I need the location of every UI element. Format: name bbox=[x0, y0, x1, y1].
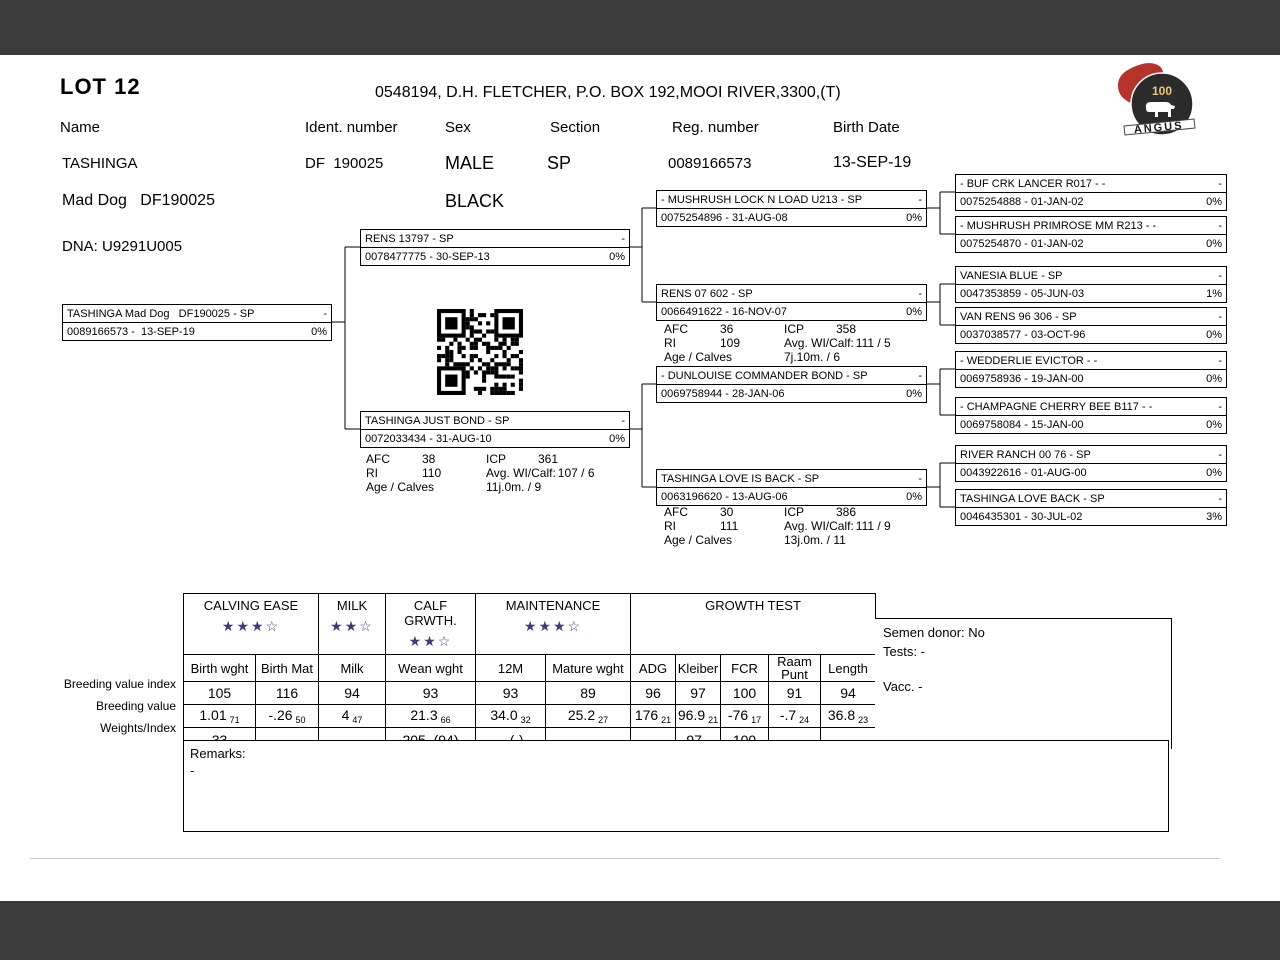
pedigree-pct: 0% bbox=[906, 387, 922, 400]
column-header: Milk bbox=[319, 655, 386, 682]
wi-label: Avg. WI/Calf: bbox=[784, 336, 854, 350]
pedigree-reg: 0066491622 - 16-NOV-07 bbox=[661, 305, 787, 318]
pedigree-dash: - bbox=[1218, 354, 1222, 367]
pedigree-name: - BUF CRK LANCER R017 - - bbox=[960, 177, 1106, 190]
column-header: Birth Mat bbox=[256, 655, 319, 682]
animal-sex: MALE bbox=[445, 153, 495, 173]
icp-value: 358 bbox=[836, 322, 857, 336]
column-header: Raam Punt bbox=[769, 655, 821, 682]
animal-ident: DF 190025 bbox=[305, 155, 384, 172]
pedigree-pct: 0% bbox=[1206, 328, 1222, 341]
group-header-row bbox=[184, 594, 876, 655]
pedigree-pct: 0% bbox=[311, 325, 327, 338]
table-cell: 100 bbox=[721, 682, 769, 705]
column-header: Wean wght bbox=[386, 655, 476, 682]
pedigree-reg: 0069758084 - 15-JAN-00 bbox=[960, 418, 1084, 431]
icp-value: 361 bbox=[538, 452, 559, 466]
pedigree-dash: - bbox=[1218, 448, 1222, 461]
pedigree-gp3 bbox=[656, 366, 927, 403]
ri-label: RI bbox=[664, 336, 676, 350]
pedigree-pct: 0% bbox=[609, 250, 625, 263]
label-birth-date: Birth Date bbox=[833, 119, 900, 136]
pedigree-gp4 bbox=[656, 469, 927, 506]
afc-value: 36 bbox=[720, 322, 734, 336]
animal-name: TASHINGA bbox=[62, 155, 138, 172]
pedigree-name: TASHINGA LOVE IS BACK - SP bbox=[661, 472, 820, 485]
row-label-weights-index: Weights/Index bbox=[100, 721, 176, 735]
pedigree-ggp7 bbox=[955, 445, 1227, 482]
pedigree-pct: 0% bbox=[1206, 418, 1222, 431]
table-cell: 97 bbox=[676, 682, 721, 705]
top-bar bbox=[0, 0, 1280, 55]
pedigree-gp2 bbox=[656, 284, 927, 321]
pedigree-reg: 0075254870 - 01-JAN-02 bbox=[960, 237, 1084, 250]
pedigree-name: - DUNLOUISE COMMANDER BOND - SP bbox=[661, 369, 868, 382]
age-calves-value: 11j.0m. / 9 bbox=[486, 480, 542, 494]
column-header: Birth wght bbox=[184, 655, 256, 682]
pedigree-pct: 0% bbox=[1206, 466, 1222, 479]
animal-birth: 13-SEP-19 bbox=[833, 154, 912, 171]
pedigree-ggp1 bbox=[955, 174, 1227, 211]
breeder-line: 0548194, D.H. FLETCHER, P.O. BOX 192,MOOI RIVER,3300,(T) bbox=[375, 84, 841, 101]
table-cell: 94 bbox=[319, 682, 386, 705]
pedigree-name: VAN RENS 96 306 - SP bbox=[960, 310, 1077, 323]
age-calves-value: 13j.0m. / 11 bbox=[784, 533, 846, 547]
pedigree-reg: 0037038577 - 03-OCT-96 bbox=[960, 328, 1086, 341]
table-cell: 105 bbox=[184, 682, 256, 705]
pedigree-pct: 0% bbox=[1206, 195, 1222, 208]
pedigree-dash: - bbox=[918, 287, 922, 300]
wi-label: Avg. WI/Calf: bbox=[784, 519, 854, 533]
ri-label: RI bbox=[664, 519, 676, 533]
angus-logo-svg bbox=[1106, 60, 1198, 144]
afc-value: 38 bbox=[422, 452, 436, 466]
pedigree-name: VANESIA BLUE - SP bbox=[960, 269, 1063, 282]
stars-calving-ease: ★★★☆ bbox=[221, 618, 281, 634]
tests-text: Tests: - bbox=[883, 644, 925, 659]
label-ident-number: Ident. number bbox=[305, 119, 398, 136]
lot-number: LOT 12 bbox=[60, 74, 141, 99]
afc-label: AFC bbox=[664, 505, 688, 519]
table-cell: 93 bbox=[386, 682, 476, 705]
table-cell: 94 bbox=[821, 682, 876, 705]
remarks-box bbox=[183, 740, 1169, 832]
column-header: Mature wght bbox=[546, 655, 631, 682]
pedigree-ggp2 bbox=[955, 216, 1227, 253]
table-cell: -.7 $_{24}$ bbox=[769, 705, 821, 728]
icp-label: ICP bbox=[784, 322, 805, 336]
pedigree-dash: - bbox=[1218, 177, 1222, 190]
row-label-breeding-value-index: Breeding value index bbox=[63, 677, 176, 691]
pedigree-ggp5 bbox=[955, 351, 1227, 388]
stars-calf-growth: ★★☆ bbox=[408, 633, 453, 649]
pedigree-reg: 0075254888 - 01-JAN-02 bbox=[960, 195, 1084, 208]
table-cell: 36.8 $_{23}$ bbox=[821, 705, 876, 728]
breeding-value-row bbox=[184, 705, 876, 728]
pedigree-name: TASHINGA Mad Dog DF190025 - SP bbox=[67, 307, 255, 320]
pedigree-reg: 0072033434 - 31-AUG-10 bbox=[365, 432, 492, 445]
pedigree-dash: - bbox=[621, 232, 625, 245]
pedigree-dash: - bbox=[621, 414, 625, 427]
table-cell: 89 bbox=[546, 682, 631, 705]
pedigree-reg: 0089166573 - 13-SEP-19 bbox=[67, 325, 195, 338]
pedigree-name: - CHAMPAGNE CHERRY BEE B117 - - bbox=[960, 400, 1153, 413]
pedigree-name: RIVER RANCH 00 76 - SP bbox=[960, 448, 1091, 461]
ri-value: 111 bbox=[720, 519, 739, 533]
breeding-value-index-row bbox=[184, 682, 876, 705]
pedigree-reg: 0043922616 - 01-AUG-00 bbox=[960, 466, 1087, 479]
pedigree-pct: 0% bbox=[609, 432, 625, 445]
column-header: Length bbox=[821, 655, 876, 682]
label-section: Section bbox=[550, 119, 601, 136]
gp4-stats bbox=[664, 505, 891, 547]
pedigree-dash: - bbox=[323, 307, 327, 320]
wi-value: 111 / 9 bbox=[855, 519, 891, 533]
column-header-row bbox=[184, 655, 876, 682]
animal-full-name: Mad Dog DF190025 bbox=[62, 192, 215, 209]
table-cell: 21.3 $_{66}$ bbox=[386, 705, 476, 728]
group-growth-test: GROWTH TEST bbox=[631, 594, 876, 655]
remarks-value: - bbox=[190, 763, 195, 778]
semen-donor-text: Semen donor: No bbox=[883, 625, 985, 640]
pedigree-subject bbox=[62, 304, 332, 341]
icp-label: ICP bbox=[784, 505, 805, 519]
table-cell: 96 bbox=[631, 682, 676, 705]
pedigree-reg: 0078477775 - 30-SEP-13 bbox=[365, 250, 490, 263]
pedigree-pct: 3% bbox=[1206, 510, 1222, 523]
pedigree-dash: - bbox=[1218, 492, 1222, 505]
pedigree-reg: 0069758944 - 28-JAN-06 bbox=[661, 387, 785, 400]
group-milk: MILK ★★☆ bbox=[319, 594, 386, 655]
age-calves-label: Age / Calves bbox=[664, 350, 733, 364]
table-cell: 91 bbox=[769, 682, 821, 705]
pedigree-pct: 0% bbox=[906, 305, 922, 318]
column-header: 12M bbox=[476, 655, 546, 682]
ri-value: 110 bbox=[422, 466, 442, 480]
bottom-bar bbox=[0, 901, 1280, 960]
table-cell: 25.2 $_{27}$ bbox=[546, 705, 631, 728]
pedigree-dash: - bbox=[1218, 219, 1222, 232]
group-calving-ease: CALVING EASE ★★★☆ bbox=[184, 594, 319, 655]
pedigree-dash: - bbox=[918, 472, 922, 485]
afc-value: 30 bbox=[720, 505, 734, 519]
pedigree-dash: - bbox=[918, 369, 922, 382]
afc-label: AFC bbox=[366, 452, 390, 466]
table-cell: 116 bbox=[256, 682, 319, 705]
qr-code bbox=[437, 309, 523, 400]
table-cell: 96.9 $_{21}$ bbox=[676, 705, 721, 728]
pedigree-name: - MUSHRUSH PRIMROSE MM R213 - - bbox=[960, 219, 1157, 232]
pedigree-pct: 0% bbox=[1206, 372, 1222, 385]
age-calves-label: Age / Calves bbox=[366, 480, 435, 494]
age-calves-label: Age / Calves bbox=[664, 533, 733, 547]
pedigree-dash: - bbox=[918, 193, 922, 206]
label-name: Name bbox=[60, 119, 101, 136]
pedigree-name: - WEDDERLIE EVICTOR - - bbox=[960, 354, 1098, 367]
logo-angus-text: ANGUS bbox=[1133, 119, 1185, 137]
pedigree-name: TASHINGA LOVE BACK - SP bbox=[960, 492, 1105, 505]
pedigree-name: RENS 07 602 - SP bbox=[661, 287, 753, 300]
pedigree-pct: 0% bbox=[906, 490, 922, 503]
column-header: Kleiber bbox=[676, 655, 721, 682]
label-reg-number: Reg. number bbox=[672, 119, 759, 136]
group-maintenance: MAINTENANCE ★★★☆ bbox=[476, 594, 631, 655]
pedigree-ggp6 bbox=[955, 397, 1227, 434]
pedigree-name: TASHINGA JUST BOND - SP bbox=[365, 414, 510, 427]
semen-tests-panel bbox=[875, 618, 1172, 749]
icp-value: 386 bbox=[836, 505, 857, 519]
column-header: ADG bbox=[631, 655, 676, 682]
pedigree-name: RENS 13797 - SP bbox=[365, 232, 454, 245]
ri-value: 109 bbox=[720, 336, 741, 350]
afc-label: AFC bbox=[664, 322, 688, 336]
table-cell: -76 $_{17}$ bbox=[721, 705, 769, 728]
wi-value: 107 / 6 bbox=[557, 466, 595, 480]
vacc-text: Vacc. - bbox=[883, 679, 923, 694]
pedigree-dash: - bbox=[1218, 400, 1222, 413]
pedigree-dash: - bbox=[1218, 269, 1222, 282]
group-calf-growth: CALF GRWTH. ★★☆ bbox=[386, 594, 476, 655]
label-sex: Sex bbox=[445, 119, 471, 136]
animal-dna: DNA: U9291U005 bbox=[62, 238, 183, 255]
pedigree-pct: 0% bbox=[906, 211, 922, 224]
stars-maintenance: ★★★☆ bbox=[523, 618, 583, 634]
table-cell: 4 $_{47}$ bbox=[319, 705, 386, 728]
table-cell: 1.01 $_{71}$ bbox=[184, 705, 256, 728]
table-cell: 93 bbox=[476, 682, 546, 705]
pedigree-reg: 0075254896 - 31-AUG-08 bbox=[661, 211, 788, 224]
table-cell: 176 $_{21}$ bbox=[631, 705, 676, 728]
pedigree-ggp4 bbox=[955, 307, 1227, 344]
gp2-stats bbox=[664, 322, 891, 364]
pedigree-sire bbox=[360, 229, 630, 266]
wi-value: 111 / 5 bbox=[855, 336, 891, 350]
footer-divider bbox=[30, 858, 1220, 859]
column-header: FCR bbox=[721, 655, 769, 682]
row-label-breeding-value: Breeding value bbox=[95, 699, 176, 713]
pedigree-reg: 0063196620 - 13-AUG-06 bbox=[661, 490, 788, 503]
ri-label: RI bbox=[366, 466, 378, 480]
angus-logo bbox=[1106, 60, 1198, 149]
dam-stats bbox=[366, 452, 595, 494]
animal-section: SP bbox=[547, 153, 572, 173]
age-calves-value: 7j.10m. / 6 bbox=[784, 350, 841, 364]
logo-100-badge: 100 bbox=[1151, 84, 1173, 98]
pedigree-reg: 0046435301 - 30-JUL-02 bbox=[960, 510, 1083, 523]
wi-label: Avg. WI/Calf: bbox=[486, 466, 556, 480]
pedigree-dam bbox=[360, 411, 630, 448]
pedigree-name: - MUSHRUSH LOCK N LOAD U213 - SP bbox=[661, 193, 863, 206]
pedigree-ggp3 bbox=[955, 266, 1227, 303]
pedigree-dash: - bbox=[1218, 310, 1222, 323]
animal-reg: 0089166573 bbox=[668, 155, 752, 172]
pedigree-reg: 0047353859 - 05-JUN-03 bbox=[960, 287, 1085, 300]
pedigree-pct: 1% bbox=[1206, 287, 1222, 300]
pedigree-ggp8 bbox=[955, 489, 1227, 526]
pedigree-gp1 bbox=[656, 190, 927, 227]
table-cell: -.26 $_{50}$ bbox=[256, 705, 319, 728]
pedigree-pct: 0% bbox=[1206, 237, 1222, 250]
table-cell: 34.0 $_{32}$ bbox=[476, 705, 546, 728]
breeding-values-table bbox=[183, 593, 876, 752]
stars-milk: ★★☆ bbox=[330, 618, 374, 634]
icp-label: ICP bbox=[486, 452, 507, 466]
remarks-label: Remarks: bbox=[190, 746, 246, 761]
animal-coat-color: BLACK bbox=[445, 191, 505, 211]
pedigree-reg: 0069758936 - 19-JAN-00 bbox=[960, 372, 1084, 385]
